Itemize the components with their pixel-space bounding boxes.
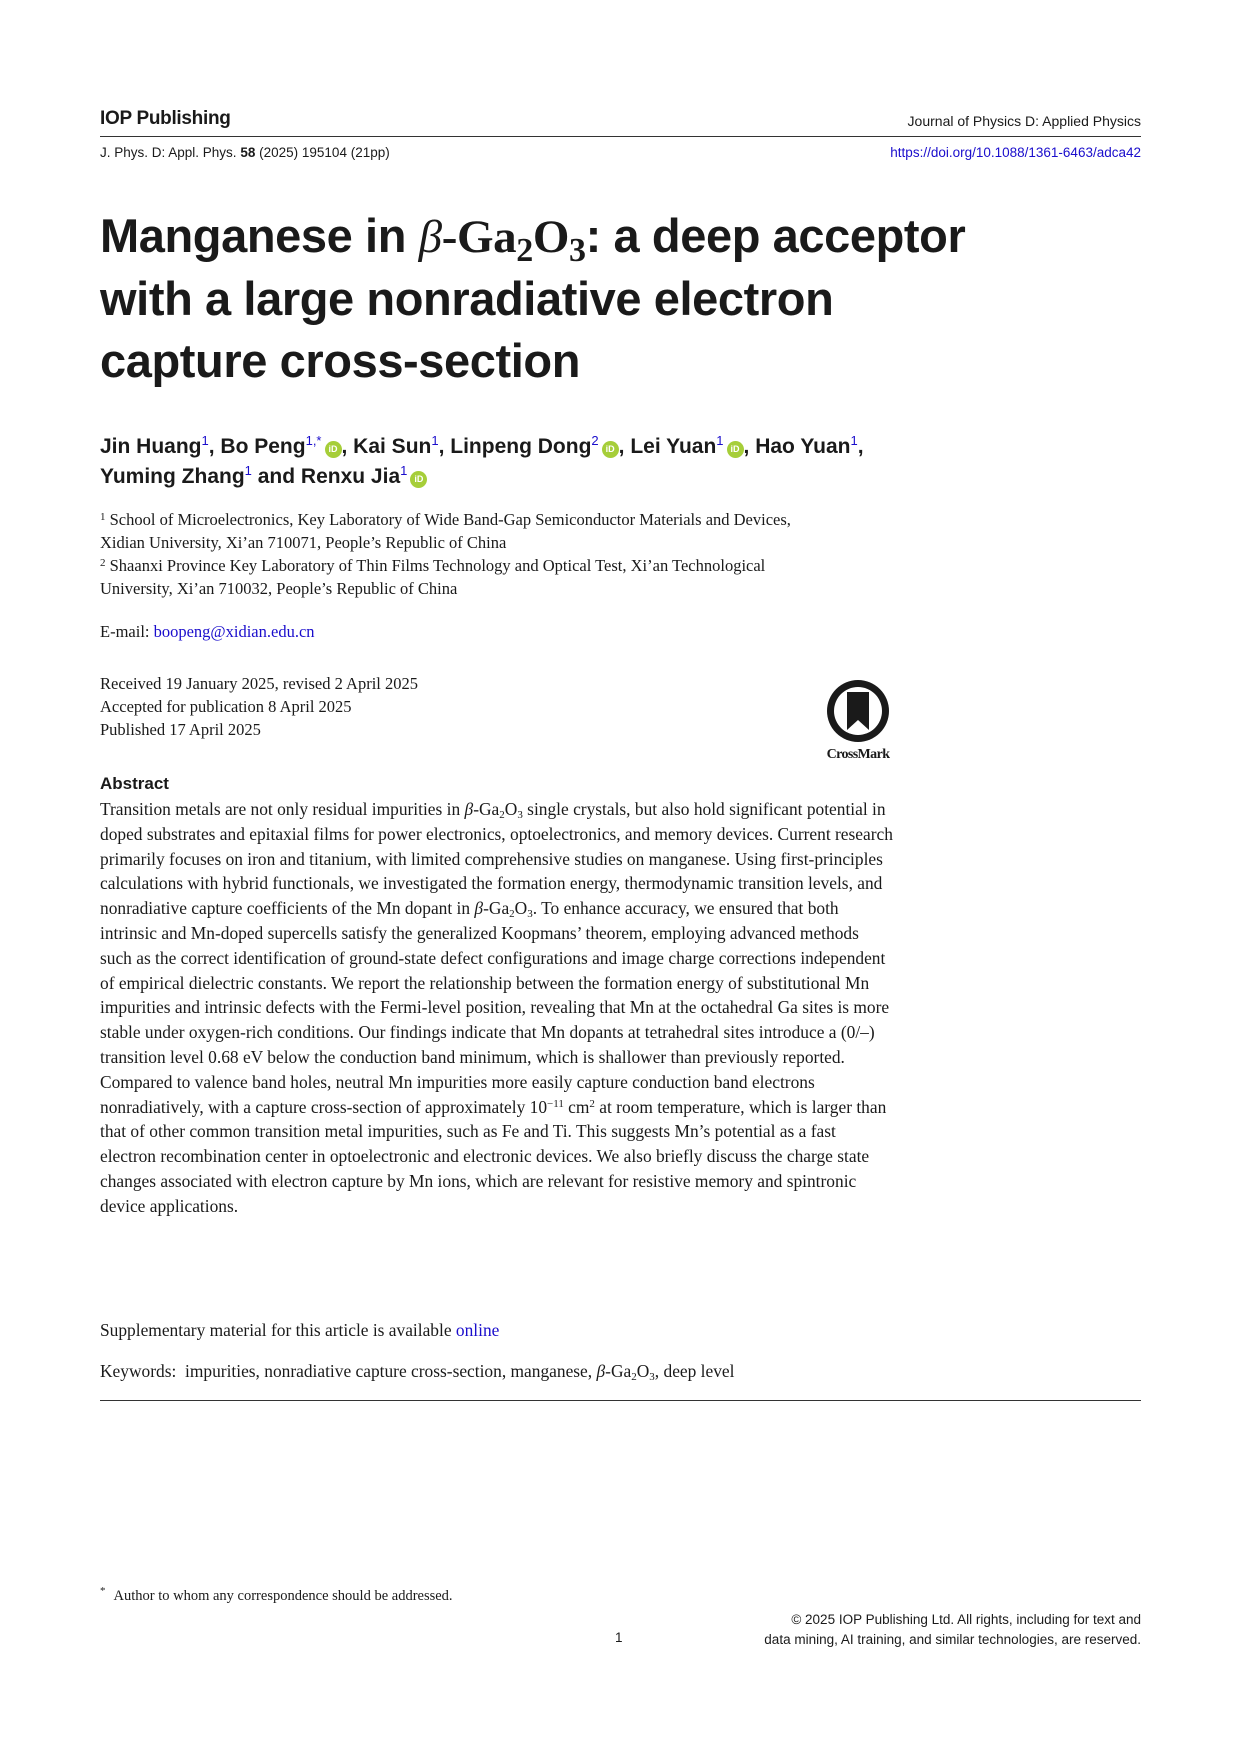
author-name[interactable]: Jin Huang xyxy=(100,435,202,458)
affiliations xyxy=(100,508,960,600)
abstract-heading: Abstract xyxy=(100,774,169,793)
received-date: Received 19 January 2025, revised 2 April 2025 xyxy=(100,674,419,693)
orcid-icon[interactable]: iD xyxy=(727,441,744,458)
page-number: 1 xyxy=(615,1630,623,1645)
citation-volume: 58 xyxy=(240,145,256,160)
crossmark-icon xyxy=(825,678,891,744)
affiliation-2: $^2$ Shaanxi Province Key Laboratory of Thin Films Technology and Optical Test, Xi’an Technological University, Xi’an 710032, People’s Republic of China xyxy=(100,556,766,598)
copyright-notice: © 2025 IOP Publishing Ltd. All rights, including for text and data mining, AI training, and similar technologies, are reserved. xyxy=(764,1612,1141,1647)
paper-title: Manganese in $\beta-Ga_2O_3$: a deep acceptor with a large nonradiative electron capture cross-section xyxy=(100,209,966,387)
crossmark-label: CrossMark xyxy=(826,747,890,762)
orcid-icon[interactable]: iD xyxy=(325,441,342,458)
citation-journal: J. Phys. D: Appl. Phys. xyxy=(100,145,237,160)
supplementary-note: Supplementary material for this article is available online xyxy=(100,1320,500,1340)
publication-dates xyxy=(100,672,418,741)
author-name[interactable]: Bo Peng xyxy=(220,435,306,458)
email-line xyxy=(100,622,315,642)
journal-name: Journal of Physics D: Applied Physics xyxy=(907,113,1141,129)
affiliation-1: $^1$ School of Microelectronics, Key Laboratory of Wide Band-Gap Semiconductor Materials and Devices, Xidian University, Xi’an 710071, People’s Republic of China xyxy=(100,510,791,552)
author-name[interactable]: Yuming Zhang xyxy=(100,465,245,488)
abstract-body: Transition metals are not only residual impurities in $\beta-Ga_2O_3$ single crystals, but also hold significant potential in doped substrates and epitaxial films for power electronics, optoelectronics, and memory devices. Current research primarily focuses on iron and titanium, with limited comprehensive studies on manganese. Using first-principles calculations with hybrid functionals, we investigated the formation energy, thermodynamic transition levels, and nonradiative capture coefficients of the Mn dopant in $\beta-Ga_2O_3$. To enhance accuracy, we ensured that both intrinsic and Mn-doped supercells satisfy the generalized Koopmans’ theorem, employing advanced methods such as the correct identification of ground-state defect configurations and image charge corrections independent of empirical dielectric constants. We report the relationship between the formation energy of substitutional Mn impurities and intrinsic defects with the Fermi-level position, revealing that Mn at the octahedral Ga sites is more stable under oxygen-rich conditions. Our findings indicate that Mn dopants at tetrahedral sites introduce a (0/–) transition level 0.68 eV below the conduction band minimum, which is shallower than previously reported. Compared to valence band holes, neutral Mn impurities more easily capture conduction band electrons nonradiatively, with a capture cross-section of approximately $10^{-11}$ $cm^2$ at room temperature, which is larger than that of other common transition metal impurities, such as Fe and Ti. This suggests Mn’s potential as a fast electron recombination center in optoelectronic and electronic devices. We also briefly discuss the charge state changes associated with electron capture by Mn ions, which are relevant for resistive memory and spintronic device applications. xyxy=(100,799,893,1216)
citation-details: (2025) 195104 (21pp) xyxy=(259,145,390,160)
accepted-date: Accepted for publication 8 April 2025 xyxy=(100,697,352,716)
publisher-logo: IOP Publishing xyxy=(100,108,231,129)
supplementary-link[interactable]: online xyxy=(455,1320,500,1340)
author-name[interactable]: Lei Yuan xyxy=(630,435,717,458)
header-divider xyxy=(100,136,1141,137)
citation xyxy=(100,145,390,160)
correspondence-footnote: * Author to whom any correspondence should be addressed. xyxy=(100,1585,453,1604)
orcid-icon[interactable]: iD xyxy=(602,441,619,458)
section-divider xyxy=(100,1400,1141,1401)
email-label: E-mail: xyxy=(100,622,150,641)
author-name[interactable]: Linpeng Dong xyxy=(450,435,592,458)
author-name[interactable]: Renxu Jia xyxy=(300,465,401,488)
crossmark-badge[interactable] xyxy=(815,678,901,763)
orcid-icon[interactable]: iD xyxy=(410,471,427,488)
keywords: Keywords: impurities, nonradiative capture cross-section, manganese, $\beta-Ga_2O_3$, deep level xyxy=(100,1361,735,1383)
keywords-label: Keywords: xyxy=(100,1361,177,1381)
email-link[interactable]: boopeng@xidian.edu.cn xyxy=(153,622,315,641)
author-list: Jin Huang$^1$, Bo Peng$^{1,*}$iD , Kai Sun$^1$, Linpeng Dong$^2$iD , Lei Yuan$^1$iD , Hao Yuan$^1$, Yuming Zhang$^1$ and Renxu Jia$^1$iD xyxy=(100,433,864,488)
doi-link[interactable]: https://doi.org/10.1088/1361-6463/adca42 xyxy=(890,145,1141,160)
author-name[interactable]: Hao Yuan xyxy=(755,435,851,458)
author-name[interactable]: Kai Sun xyxy=(353,435,432,458)
published-date: Published 17 April 2025 xyxy=(100,720,261,739)
